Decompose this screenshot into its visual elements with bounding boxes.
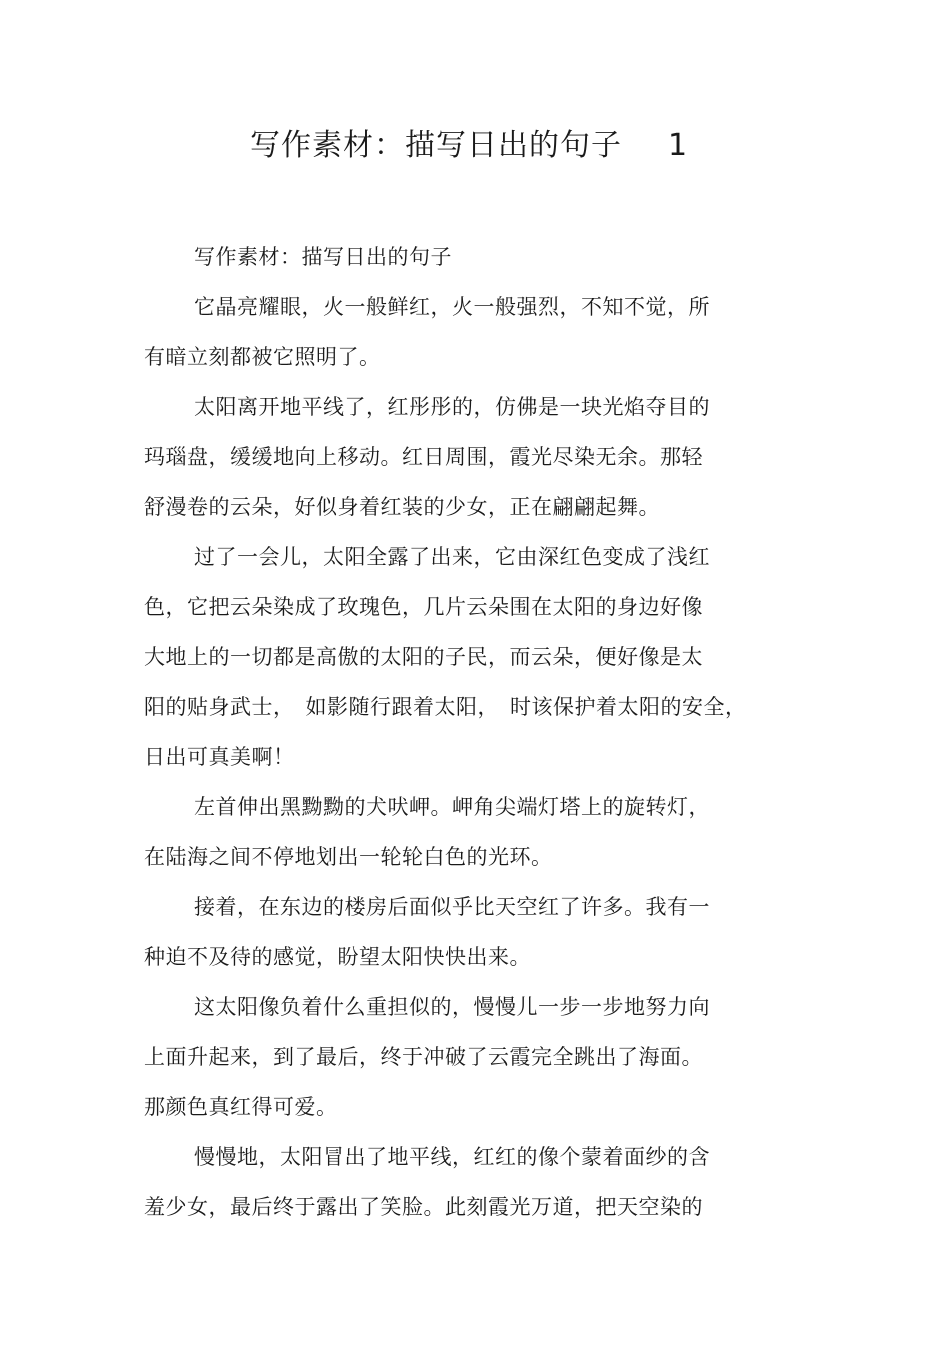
body-line: 大地上的一切都是高傲的太阳的子民，而云朵，便好像是太 (144, 645, 703, 669)
body-line: 慢慢地，太阳冒出了地平线，红红的像个蒙着面纱的含 (194, 1145, 710, 1169)
body-line: 色，它把云朵染成了玫瑰色，几片云朵围在太阳的身边好像 (144, 595, 703, 619)
body-line: 过了一会儿，太阳全露了出来，它由深红色变成了浅红 (194, 545, 710, 569)
body-line: 写作素材：描写日出的句子 (194, 245, 452, 269)
body-line: 接着，在东边的楼房后面似乎比天空红了许多。我有一 (194, 895, 710, 919)
body-line: 玛瑙盘，缓缓地向上移动。红日周围，霞光尽染无余。那轻 (144, 445, 703, 469)
body-line: 日出可真美啊！ (144, 745, 295, 769)
document-title (250, 122, 770, 170)
body-line: 左首伸出黑黝黝的犬吠岬。岬角尖端灯塔上的旋转灯， (194, 795, 710, 819)
body-line: 羞少女，最后终于露出了笑脸。此刻霞光万道，把天空染的 (144, 1195, 703, 1219)
body-line: 有暗立刻都被它照明了。 (144, 345, 381, 369)
body-line: 它晶亮耀眼，火一般鲜红，火一般强烈，不知不觉，所 (194, 295, 710, 319)
body-line: 这太阳像负着什么重担似的，慢慢儿一步一步地努力向 (194, 995, 710, 1019)
body-line: 阳的贴身武士， 如影随行跟着太阳， 时该保护着太阳的安全， (144, 695, 747, 719)
document-body (144, 232, 784, 1232)
body-line: 舒漫卷的云朵，好似身着红装的少女，正在翩翩起舞。 (144, 495, 660, 519)
body-line: 种迫不及待的感觉，盼望太阳快快出来。 (144, 945, 531, 969)
body-line: 上面升起来，到了最后，终于冲破了云霞完全跳出了海面。 (144, 1045, 703, 1069)
document-title-number: 1 (668, 128, 689, 163)
body-line: 在陆海之间不停地划出一轮轮白色的光环。 (144, 845, 553, 869)
document-title-text: 写作素材：描写日出的句子 (250, 128, 622, 163)
body-line: 太阳离开地平线了，红彤彤的，仿佛是一块光焰夺目的 (194, 395, 710, 419)
body-line: 那颜色真红得可爱。 (144, 1095, 338, 1119)
